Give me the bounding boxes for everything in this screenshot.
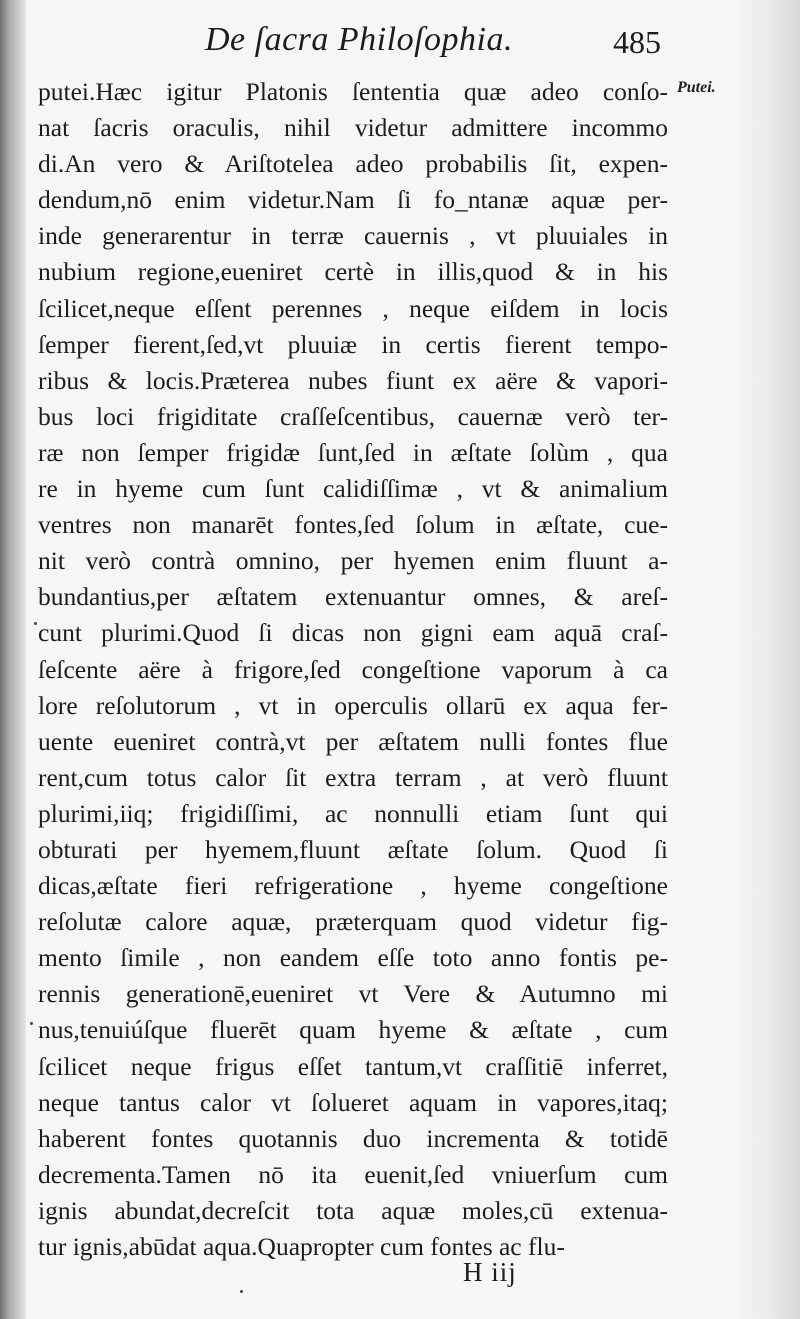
text-line: ſcilicet neque frigus eſſet tantum,vt craſſitiē inferret, bbox=[38, 1051, 668, 1081]
text-line: obturati per hyemem,fluunt æſtate ſolum. Quod ſi bbox=[38, 834, 668, 864]
text-line: dendum,nō enim videtur.Nam ſi fo_ntanæ aquæ per- bbox=[38, 185, 668, 215]
ink-speck bbox=[34, 622, 37, 625]
text-line: nubium regione,eueniret certè in illis,quod & in his bbox=[38, 257, 668, 287]
spine-shadow bbox=[0, 0, 26, 1319]
text-line: di.An vero & Ariſtotelea adeo probabilis ſit, expen- bbox=[38, 149, 668, 179]
signature-mark: H iij bbox=[463, 1257, 517, 1287]
text-line: ſcilicet,neque eſſent perennes , neque eiſdem in locis bbox=[38, 293, 668, 323]
text-line: rent,cum totus calor ſit extra terram , at verò fluunt bbox=[38, 762, 668, 792]
text-line: mento ſimile , non eandem eſſe toto anno fontis pe- bbox=[38, 943, 668, 973]
text-line: ribus & locis.Præterea nubes fiunt ex aëre & vapori- bbox=[38, 365, 668, 395]
ink-speck bbox=[240, 1290, 243, 1293]
text-line: cunt plurimi.Quod ſi dicas non gigni eam aquā craſ- bbox=[38, 618, 668, 648]
text-line: nus,tenuiúſque fluerēt quam hyeme & æſtate , cum bbox=[38, 1015, 668, 1045]
ink-speck bbox=[30, 1022, 33, 1025]
text-line: ventres non manarēt fontes,ſed ſolum in æſtate, cue- bbox=[38, 510, 668, 540]
text-line: ignis abundat,decreſcit tota aquæ moles,cū extenua- bbox=[38, 1195, 668, 1225]
text-line: nit verò contrà omnino, per hyemen enim fluunt a- bbox=[38, 546, 668, 576]
text-line: reſolutæ calore aquæ, præterquam quod videtur fig- bbox=[38, 907, 668, 937]
margin-note: Putei. bbox=[677, 79, 716, 96]
text-line: plurimi,iiq; frigidiſſimi, ac nonnulli etiam ſunt qui bbox=[38, 798, 668, 828]
page-number: 485 bbox=[613, 24, 661, 60]
text-line: inde generarentur in terræ cauernis , vt pluuiales in bbox=[38, 221, 668, 251]
text-line: putei.Hæc igitur Platonis ſententia quæ adeo conſo- bbox=[38, 77, 668, 106]
text-line: ræ non ſemper frigidæ ſunt,ſed in æſtate ſolùm , qua bbox=[38, 437, 668, 467]
text-line: ſemper fierent,ſed,vt pluuiæ in certis fierent tempo- bbox=[38, 329, 668, 359]
text-line: decrementa.Tamen nō ita euenit,ſed vniuerſum cum bbox=[38, 1159, 668, 1189]
text-line: re in hyeme cum ſunt calidiſſimæ , vt & animalium bbox=[38, 474, 668, 504]
text-line: nat ſacris oraculis, nihil videtur admittere incommo bbox=[38, 113, 668, 143]
body-text bbox=[38, 74, 668, 1265]
text-line: rennis generationē,eueniret vt Vere & Autumno mi bbox=[38, 979, 668, 1009]
text-line: bus loci frigiditate craſſeſcentibus, cauernæ verò ter- bbox=[38, 401, 668, 431]
text-line: ſeſcente aëre à frigore,ſed congeſtione vaporum à ca bbox=[38, 654, 668, 684]
text-line: bundantius,per æſtatem extenuantur omnes, & areſ- bbox=[38, 582, 668, 612]
text-line: dicas,æſtate fieri refrigeratione , hyeme congeſtione bbox=[38, 871, 668, 901]
text-line: neque tantus calor vt ſolueret aquam in vapores,itaq; bbox=[38, 1087, 668, 1117]
text-line: uente eueniret contrà,vt per æſtatem nulli fontes flue bbox=[38, 726, 668, 756]
text-line: haberent fontes quotannis duo incrementa & totidē bbox=[38, 1123, 668, 1153]
text-line: tur ignis,abūdat aqua.Quapropter cum fontes ac flu- bbox=[38, 1232, 565, 1261]
running-head: De ſacra Philoſophia. bbox=[205, 21, 513, 58]
page-edge-shading bbox=[730, 0, 800, 1319]
text-line: lore reſolutorum , vt in operculis ollarū ex aqua fer- bbox=[38, 690, 668, 720]
